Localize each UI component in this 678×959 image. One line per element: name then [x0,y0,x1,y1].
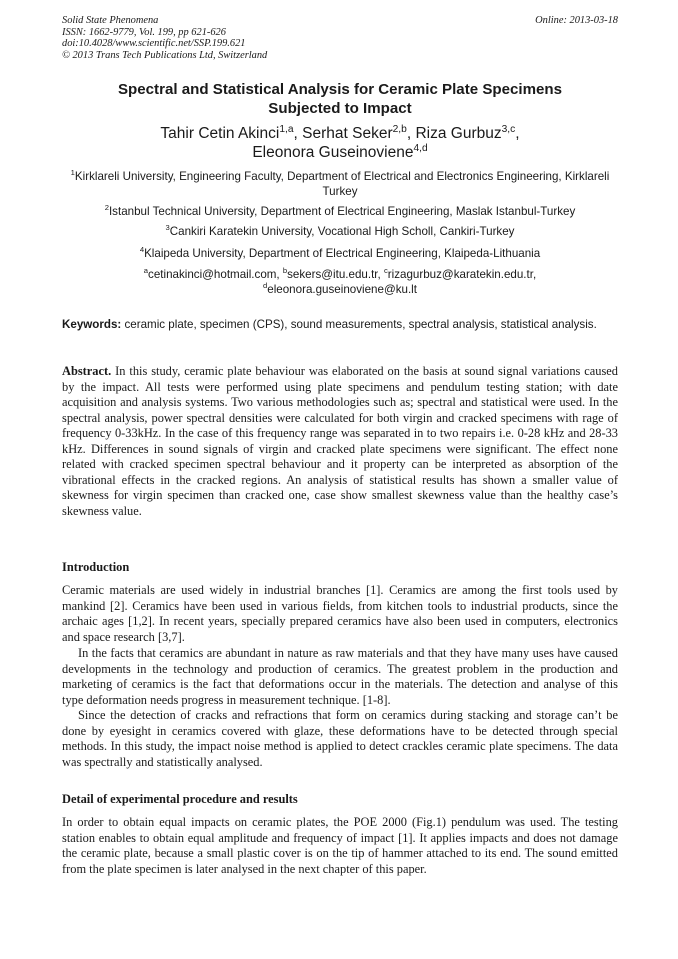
affiliation-sup: 3 [165,223,170,233]
author-name: Eleonora Guseinoviene [252,144,414,161]
paper-title [62,80,618,118]
abstract-label: Abstract. [62,364,112,378]
affiliation-sup: 2 [104,203,109,213]
author-sup: 4,d [413,142,428,154]
experimental-paragraph-1: In order to obtain equal impacts on ceramic plates, the POE 2000 (Fig.1) pendulum was used. The testing station enables to obtain equal amplitude and frequency of impact [1]. It applies impacts and does not damage the ceramic plate, because a small plastic cover is on the tip of hammer attached to its end. The sound emitted from the plate specimen is later analysed in the next chapter of this paper. [62,815,618,876]
title-line-2: Subjected to Impact [268,100,412,117]
online-date: Online: 2013-03-18 [535,15,618,26]
keywords-text: ceramic plate, specimen (CPS), sound measurements, spectral analysis, statistical analysis. [121,318,597,331]
affiliation [62,246,618,261]
email-text: sekers@itu.edu.tr, [287,268,384,281]
keywords-label: Keywords: [62,318,122,331]
introduction-paragraph-1: Ceramic materials are used widely in industrial branches [1]. Ceramics are among the first tools used by mankind [2]. Ceramics have been used in various fields, from kitchen tools to industrial products, since the archaic ages [1,2]. In recent years, specially prepared ceramics have also been used in computers, electronics and space research [3,7]. [62,583,618,644]
email-sup: c [383,266,388,276]
experimental-heading: Detail of experimental procedure and results [62,792,298,806]
journal-name: Solid State Phenomena [62,15,159,26]
journal-issn: ISSN: 1662-9779, Vol. 199, pp 621-626 [62,26,226,38]
author-sup: 1,a [279,123,294,135]
affiliation-sup: 1 [70,168,75,178]
affiliation [62,204,618,219]
author-list [62,124,618,162]
author-sep: , [293,125,303,142]
email-list [62,267,618,297]
author-sup: 3,c [501,123,516,135]
affiliation-sup: 4 [139,245,145,255]
author-name: Serhat Seker [302,125,393,142]
title-line-1: Spectral and Statistical Analysis for Ceramic Plate Specimens [117,81,563,98]
email-text: cetinakinci@hotmail.com, [148,268,283,281]
email-text: rizagurbuz@karatekin.edu.tr, [387,268,537,281]
keywords-block [62,318,618,333]
author-name: Tahir Cetin Akinci [160,125,280,142]
abstract-text: In this study, ceramic plate behaviour was elaborated on the basis at sound signal variations caused by the impact. All tests were performed using plate specimens and pendulum testing station; with date acquisition and analysis systems. Two various methodologies such as; spectral and statistical were used. In the spectral analysis, power spectral densities were calculated for both virgin and cracked specimens with rage of frequency 0-33kHz. In the case of this frequency range was separated in to two repairs i.e. 0-28 kHz and 28-33 kHz. Differences in sound signals of virgin and cracked plate specimens were significant. The effect none related with cracked specimen spectral behaviour and it property can be interpreted as absorption of the vibrational effects in the cracked regions. An analysis of statistical results has shown a smaller value of skewness for virgin specimen than cracked one, case show smallest skewness value than the healthy case’s skewness value. [62,364,618,518]
introduction-heading: Introduction [62,560,130,574]
journal-header [62,15,618,61]
author-name: Riza Gurbuz [415,125,502,142]
abstract-block [62,364,618,519]
affiliation-text: Klaipeda University, Department of Electrical Engineering, Klaipeda-Lithuania [144,247,541,260]
author-sep: , [406,125,416,142]
email-sup: d [263,281,268,291]
email-text: eleonora.guseinoviene@ku.lt [267,283,417,296]
affiliation-text: Istanbul Technical University, Department of Electrical Engineering, Maslak Istanbul-Turkey [108,205,576,218]
affiliation-text: Cankiri Karatekin University, Vocational High Scholl, Cankiri-Turkey [169,225,515,238]
introduction-paragraph-3: Since the detection of cracks and refractions that form on ceramics during stacking and storage can’t be done by eyesight in ceramics covered with glaze, these deformations have to be detected through special methods. In this study, the impact noise method is applied to detect crackles ceramic plate specimens. The data was spectrally and statistically analysed. [62,708,618,769]
affiliation-text: Kirklareli University, Engineering Faculty, Department of Electrical and Electronics Engineering, Kirklareli Turkey [74,170,610,198]
author-sup: 2,b [392,123,407,135]
affiliation [62,169,618,199]
journal-doi: doi:10.4028/www.scientific.net/SSP.199.621 [62,38,246,50]
introduction-paragraph-2: In the facts that ceramics are abundant in nature as raw materials and that they have many uses have caused developments in the technology and production of ceramics. The greatest problem in the production and marketing of ceramics is the fact that deformations occur in the materials. The detection and analyse of this type deformation needs progress in measurement technique. [1-8]. [62,646,618,707]
author-sep: , [515,125,520,142]
email-sup: b [282,266,288,276]
journal-copyright: © 2013 Trans Tech Publications Ltd, Switzerland [62,49,268,61]
email-sup: a [143,266,149,276]
affiliation [62,224,618,239]
